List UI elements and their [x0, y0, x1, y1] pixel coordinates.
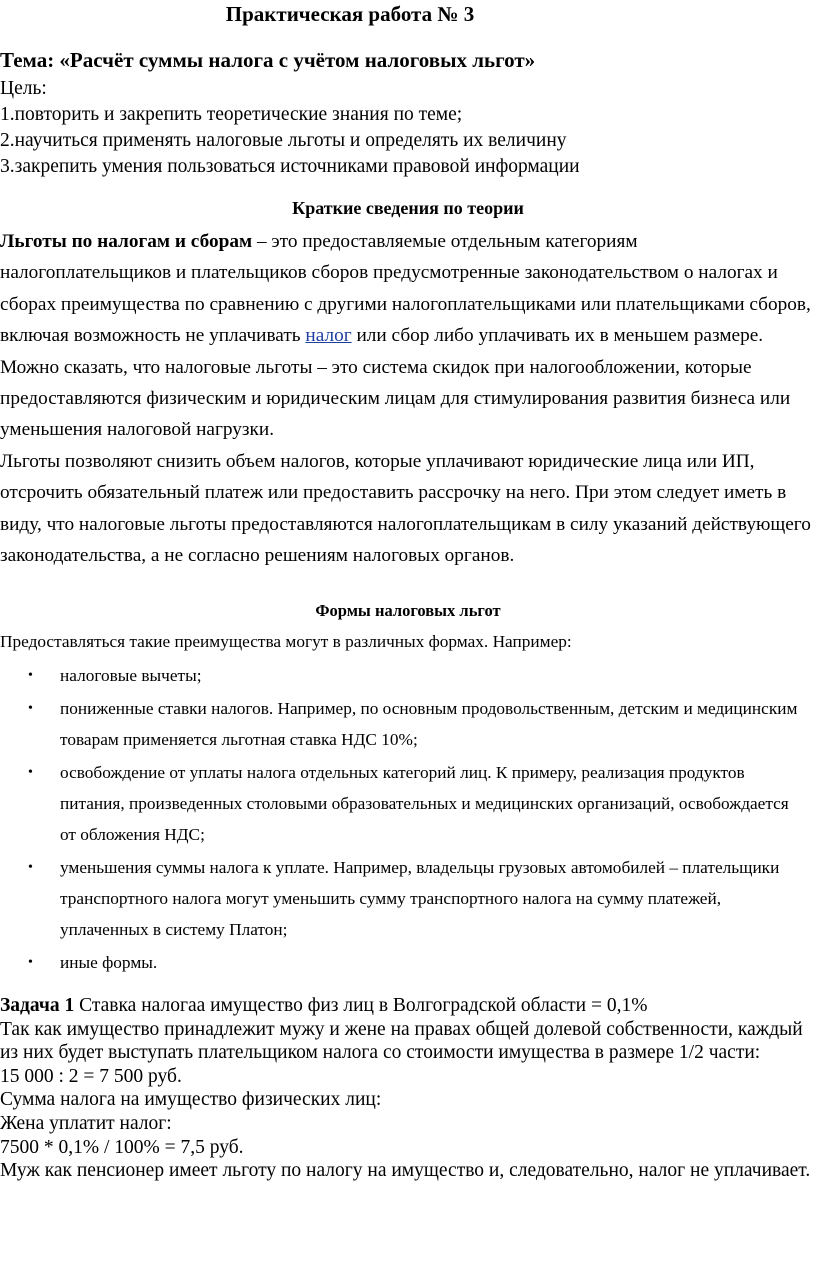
bullet-icon: • — [28, 860, 33, 875]
goal-label: Цель: — [0, 78, 47, 99]
list-item — [0, 947, 800, 978]
theory-section — [0, 226, 812, 571]
theory-paragraph-3: Льготы позволяют снизить объем налогов, которые уплачивают юридические лица или ИП, отсрочить обязательный платеж или предоставить рассрочку на него. При этом следует иметь в виду, что налоговые льготы предоставляются налогоплательщикам в силу указаний действующего законодательства, а не согласно решениям налоговых органов. — [0, 450, 811, 567]
list-item — [0, 852, 800, 945]
task-line: Так как имущество принадлежит мужу и жене на правах общей долевой собственности, каждый из них будет выступать плательщиком налога со стоимости имущества в размере 1/2 части: — [0, 1018, 803, 1064]
list-item-text: уменьшения суммы налога к уплате. Например, владельцы грузовых автомобилей – плательщики транспортного налога могут уменьшить сумму транспортного налога на сумму платежей, уплаченных в систему Платон; — [60, 858, 780, 939]
list-item-text: налоговые вычеты; — [60, 666, 202, 685]
list-item — [0, 693, 800, 755]
bullet-icon: • — [28, 701, 33, 716]
list-item-text: пониженные ставки налогов. Например, по основным продовольственным, детским и медицинским товарам применяется льготная ставка НДС 10%; — [60, 699, 798, 749]
task-label: Задача 1 — [0, 995, 75, 1016]
bullet-icon: • — [28, 765, 33, 780]
theory-term: Льготы по налогам и сборам — [0, 231, 253, 252]
bullet-icon: • — [28, 955, 33, 970]
list-item-text: иные формы. — [60, 953, 158, 972]
task-section — [0, 994, 812, 1183]
theory-text: или сбор либо уплачивать их в меньшем размере. — [351, 325, 764, 347]
task-line: Сумма налога на имущество физических лиц: — [0, 1089, 382, 1111]
topic-heading: Тема: «Расчёт суммы налога с учётом налоговых льгот» — [0, 48, 536, 72]
forms-intro: Предоставляться такие преимущества могут в различных формах. Например: — [0, 632, 572, 651]
theory-text: – это предоставляемые отдельным категориям налогоплательщиков и плательщиков сборов предусмотренные законодательством о налогах и сборах преимущества по сравнению с другими налогоплательщиками или плательщиками сборов, включая возможность не уплачивать — [0, 231, 811, 347]
task-line: Муж как пенсионер имеет льготу по налогу на имущество и, следовательно, налог не уплачивает. — [0, 1160, 811, 1182]
task-line — [0, 994, 812, 1018]
forms-heading: Формы налоговых льгот — [315, 601, 501, 620]
tax-link[interactable]: налог — [305, 325, 352, 347]
list-item-text: освобождение от уплаты налога отдельных категорий лиц. К примеру, реализация продуктов питания, произведенных столовыми образовательных и медицинских организаций, освобождается от обложения НДС; — [60, 763, 789, 844]
list-item — [0, 757, 800, 850]
forms-list — [0, 660, 800, 978]
goal-item: 1.повторить и закрепить теоретические знания по теме; — [0, 104, 463, 125]
task-line: 15 000 : 2 = 7 500 руб. — [0, 1065, 182, 1087]
task-line: 7500 * 0,1% / 100% = 7,5 руб. — [0, 1136, 244, 1158]
goal-item: 2.научиться применять налоговые льготы и определять их величину — [0, 130, 567, 151]
theory-paragraph-2: Можно сказать, что налоговые льготы – это система скидок при налогообложении, которые предоставляются физическим и юридическим лицам для стимулирования развития бизнеса или уменьшения налоговой нагрузки. — [0, 356, 791, 441]
task-line: Жена уплатит налог: — [0, 1112, 172, 1134]
theory-paragraph-1 — [0, 226, 812, 352]
goal-item: 3.закрепить умения пользоваться источниками правовой информации — [0, 156, 580, 177]
bullet-icon: • — [28, 668, 33, 683]
task-text: Ставка налогаа имущество физ лиц в Волгоградской области = 0,1% — [74, 995, 648, 1016]
list-item — [0, 660, 800, 691]
goals-section — [0, 76, 580, 180]
theory-heading: Краткие сведения по теории — [292, 198, 524, 218]
page-title: Практическая работа № 3 — [225, 2, 475, 26]
